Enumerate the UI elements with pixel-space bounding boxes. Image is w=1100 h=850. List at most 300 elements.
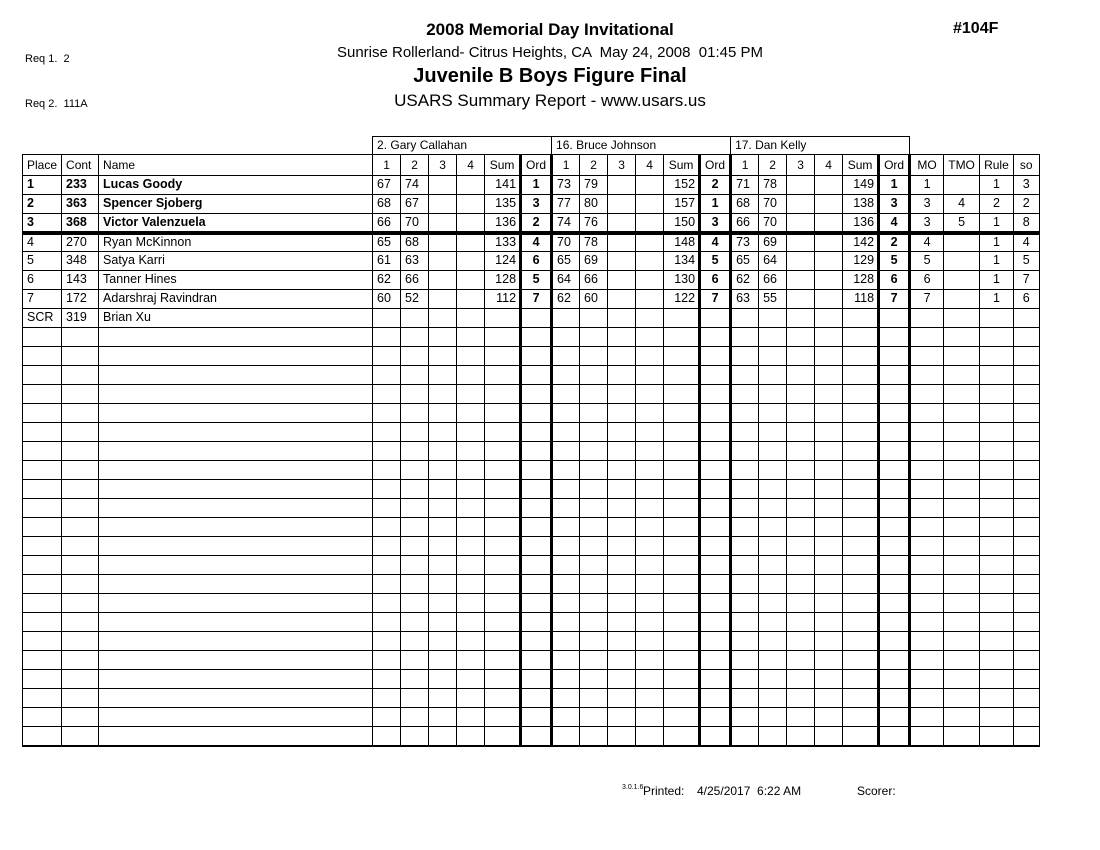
cell-judge1-sum <box>485 328 521 347</box>
cell-judge3-score1: 68 <box>731 195 759 214</box>
cell-judge2-ord <box>700 727 731 746</box>
cell-rule <box>980 423 1014 442</box>
cell-judge2-sum: 130 <box>664 271 700 290</box>
cell-judge1-score1 <box>373 518 401 537</box>
cell-judge2-score3 <box>608 594 636 613</box>
cell-judge3-sum <box>843 613 879 632</box>
empty-grid-row <box>23 404 1040 423</box>
cell-so <box>1013 366 1039 385</box>
cell-judge3-score4 <box>815 347 843 366</box>
cell-judge3-score2 <box>759 423 787 442</box>
cell-judge1-score3 <box>429 556 457 575</box>
cell-name <box>99 670 373 689</box>
cell-name: Lucas Goody <box>99 176 373 195</box>
cell-so <box>1013 651 1039 670</box>
cell-judge2-sum <box>664 537 700 556</box>
cell-name <box>99 632 373 651</box>
cell-judge3-ord: 3 <box>879 195 910 214</box>
cell-place <box>23 556 62 575</box>
cell-judge2-sum <box>664 727 700 746</box>
col-header-score-1: 1 <box>552 155 580 176</box>
cell-judge2-score2 <box>580 575 608 594</box>
cell-judge2-score1: 74 <box>552 214 580 233</box>
cell-judge3-score4 <box>815 404 843 423</box>
cell-place <box>23 575 62 594</box>
cell-cont <box>62 404 99 423</box>
cell-judge2-ord <box>700 347 731 366</box>
cell-judge3-score2 <box>759 613 787 632</box>
cell-judge3-ord: 7 <box>879 290 910 309</box>
cell-judge2-score4 <box>636 233 664 252</box>
cell-judge2-score3 <box>608 404 636 423</box>
cell-judge2-ord <box>700 404 731 423</box>
cell-judge2-score3 <box>608 632 636 651</box>
cell-judge3-score2: 69 <box>759 233 787 252</box>
cell-judge2-ord <box>700 689 731 708</box>
cell-so <box>1013 727 1039 746</box>
cell-judge3-sum: 118 <box>843 290 879 309</box>
cell-cont <box>62 518 99 537</box>
cell-judge2-score4 <box>636 176 664 195</box>
empty-grid-row <box>23 727 1040 746</box>
cell-judge1-score3 <box>429 613 457 632</box>
cell-judge3-ord <box>879 518 910 537</box>
cell-judge3-ord <box>879 366 910 385</box>
cell-judge1-score3 <box>429 670 457 689</box>
cell-judge3-score3 <box>787 651 815 670</box>
cell-judge1-score4 <box>457 347 485 366</box>
cell-judge1-score2 <box>401 480 429 499</box>
col-header-ord: Ord <box>700 155 731 176</box>
cell-judge1-score4 <box>457 233 485 252</box>
cell-name <box>99 461 373 480</box>
cell-place <box>23 328 62 347</box>
cell-judge2-sum <box>664 480 700 499</box>
cell-judge1-score2: 63 <box>401 252 429 271</box>
cell-place: 1 <box>23 176 62 195</box>
cell-judge2-score1: 70 <box>552 233 580 252</box>
cell-tmo <box>944 385 980 404</box>
cell-judge2-score4 <box>636 271 664 290</box>
cell-judge1-sum: 112 <box>485 290 521 309</box>
cell-judge2-score2 <box>580 727 608 746</box>
cell-judge3-score1 <box>731 518 759 537</box>
report-type-line: USARS Summary Report - www.usars.us <box>394 91 706 110</box>
cell-judge3-score3 <box>787 689 815 708</box>
cell-tmo <box>944 442 980 461</box>
cell-tmo: 4 <box>944 195 980 214</box>
cell-judge1-score2 <box>401 575 429 594</box>
cell-tmo <box>944 252 980 271</box>
cell-judge1-sum: 141 <box>485 176 521 195</box>
cell-mo <box>910 651 944 670</box>
result-row <box>23 290 1040 309</box>
cell-judge1-score1 <box>373 556 401 575</box>
cell-mo <box>910 556 944 575</box>
cell-judge2-sum <box>664 670 700 689</box>
cell-name <box>99 594 373 613</box>
cell-place <box>23 537 62 556</box>
cell-judge3-sum <box>843 632 879 651</box>
col-header-score-2: 2 <box>401 155 429 176</box>
cell-judge2-score2 <box>580 670 608 689</box>
cell-judge3-score4 <box>815 442 843 461</box>
cell-judge1-sum <box>485 385 521 404</box>
cell-judge1-ord: 3 <box>521 195 552 214</box>
cell-judge3-score3 <box>787 233 815 252</box>
software-version: 3.0.1.6 <box>622 784 644 791</box>
cell-judge2-score4 <box>636 252 664 271</box>
cell-judge3-score4 <box>815 461 843 480</box>
cell-judge1-score1 <box>373 461 401 480</box>
cell-judge3-score3 <box>787 309 815 328</box>
cell-judge1-score1 <box>373 632 401 651</box>
cell-judge3-score3 <box>787 347 815 366</box>
cell-cont: 319 <box>62 309 99 328</box>
cell-tmo <box>944 309 980 328</box>
col-header-score-1: 1 <box>373 155 401 176</box>
cell-judge1-ord <box>521 518 552 537</box>
cell-judge1-ord: 1 <box>521 176 552 195</box>
cell-judge1-score4 <box>457 328 485 347</box>
cell-judge2-score3 <box>608 556 636 575</box>
cell-judge2-score1 <box>552 689 580 708</box>
cell-judge3-ord <box>879 727 910 746</box>
cell-judge1-ord <box>521 556 552 575</box>
cell-tmo <box>944 176 980 195</box>
cell-mo <box>910 404 944 423</box>
cell-judge3-sum <box>843 347 879 366</box>
cell-judge3-score2 <box>759 727 787 746</box>
cell-judge2-ord <box>700 670 731 689</box>
cell-judge3-ord <box>879 309 910 328</box>
cell-judge2-sum <box>664 404 700 423</box>
cell-judge2-score3 <box>608 385 636 404</box>
cell-so <box>1013 556 1039 575</box>
cell-rule <box>980 404 1014 423</box>
cell-judge1-score3 <box>429 480 457 499</box>
result-row <box>23 176 1040 195</box>
cell-judge2-score1 <box>552 366 580 385</box>
cell-judge2-score2 <box>580 708 608 727</box>
cell-judge2-score2: 76 <box>580 214 608 233</box>
col-header-name: Name <box>99 155 373 176</box>
cell-judge3-score4 <box>815 651 843 670</box>
cell-judge3-ord <box>879 575 910 594</box>
cell-judge3-sum <box>843 499 879 518</box>
cell-rule <box>980 442 1014 461</box>
cell-judge3-score1 <box>731 328 759 347</box>
cell-cont <box>62 385 99 404</box>
cell-judge2-sum: 148 <box>664 233 700 252</box>
cell-judge2-sum <box>664 651 700 670</box>
cell-cont <box>62 632 99 651</box>
cell-judge2-score3 <box>608 461 636 480</box>
cell-rule <box>980 575 1014 594</box>
cell-rule <box>980 594 1014 613</box>
cell-judge3-score1 <box>731 594 759 613</box>
cell-judge3-score4 <box>815 366 843 385</box>
cell-judge2-ord <box>700 594 731 613</box>
cell-judge2-score4 <box>636 195 664 214</box>
cell-mo <box>910 708 944 727</box>
cell-judge2-score3 <box>608 328 636 347</box>
cell-judge3-sum: 129 <box>843 252 879 271</box>
cell-judge2-score4 <box>636 518 664 537</box>
cell-judge3-score2 <box>759 461 787 480</box>
cell-judge3-score2 <box>759 404 787 423</box>
cell-judge2-sum <box>664 632 700 651</box>
cell-judge2-score3 <box>608 518 636 537</box>
cell-judge3-score4 <box>815 727 843 746</box>
cell-so <box>1013 632 1039 651</box>
cell-judge3-score1 <box>731 366 759 385</box>
cell-judge2-score2 <box>580 518 608 537</box>
cell-cont <box>62 556 99 575</box>
cell-judge2-score4 <box>636 613 664 632</box>
result-row <box>23 233 1040 252</box>
col-header-cont: Cont <box>62 155 99 176</box>
cell-so: 6 <box>1013 290 1039 309</box>
cell-judge1-score4 <box>457 480 485 499</box>
cell-judge1-sum: 133 <box>485 233 521 252</box>
cell-judge3-ord <box>879 461 910 480</box>
cell-cont <box>62 594 99 613</box>
cell-rule <box>980 613 1014 632</box>
cell-tmo <box>944 271 980 290</box>
cell-judge2-score2 <box>580 461 608 480</box>
cell-rule <box>980 537 1014 556</box>
empty-grid-row <box>23 328 1040 347</box>
col-header-score-1: 1 <box>731 155 759 176</box>
cell-name <box>99 366 373 385</box>
cell-judge2-score1 <box>552 328 580 347</box>
judge-header-row <box>23 137 1040 155</box>
cell-judge3-score4 <box>815 499 843 518</box>
cell-judge1-score2 <box>401 328 429 347</box>
cell-judge1-ord <box>521 670 552 689</box>
cell-cont <box>62 461 99 480</box>
cell-judge1-score2: 68 <box>401 233 429 252</box>
cell-judge1-score2 <box>401 670 429 689</box>
cell-judge2-ord: 6 <box>700 271 731 290</box>
cell-judge2-score2 <box>580 651 608 670</box>
cell-judge1-ord <box>521 594 552 613</box>
cell-judge1-ord <box>521 689 552 708</box>
cell-name <box>99 404 373 423</box>
cell-judge3-ord <box>879 328 910 347</box>
cell-so <box>1013 670 1039 689</box>
cell-judge1-score1 <box>373 727 401 746</box>
header-spacer-right <box>910 137 1040 155</box>
cell-judge2-score1 <box>552 613 580 632</box>
cell-judge2-score1 <box>552 347 580 366</box>
printed-label: Printed: <box>643 784 685 798</box>
cell-judge1-score2: 52 <box>401 290 429 309</box>
cell-rule <box>980 632 1014 651</box>
cell-judge3-score1: 65 <box>731 252 759 271</box>
cell-judge2-score4 <box>636 708 664 727</box>
cell-name <box>99 347 373 366</box>
cell-rule <box>980 366 1014 385</box>
col-header-score-3: 3 <box>787 155 815 176</box>
empty-grid-row <box>23 366 1040 385</box>
cell-judge3-score1 <box>731 613 759 632</box>
cell-rule <box>980 556 1014 575</box>
cell-judge1-score3 <box>429 290 457 309</box>
cell-judge1-sum <box>485 404 521 423</box>
cell-rule <box>980 347 1014 366</box>
cell-tmo <box>944 575 980 594</box>
cell-judge3-score4 <box>815 708 843 727</box>
cell-judge2-score3 <box>608 480 636 499</box>
cell-mo <box>910 518 944 537</box>
cell-judge1-ord: 6 <box>521 252 552 271</box>
cell-judge2-score4 <box>636 309 664 328</box>
cell-rule: 2 <box>980 195 1014 214</box>
cell-judge3-score2 <box>759 480 787 499</box>
cell-judge3-score1 <box>731 727 759 746</box>
req-line-2: Req 2. 111A <box>25 98 88 110</box>
cell-judge2-score2 <box>580 537 608 556</box>
cell-judge1-score1 <box>373 347 401 366</box>
cell-place <box>23 670 62 689</box>
cell-judge1-ord: 5 <box>521 271 552 290</box>
cell-judge2-score1 <box>552 499 580 518</box>
cell-judge1-score3 <box>429 347 457 366</box>
cell-judge3-score1 <box>731 708 759 727</box>
cell-judge2-score4 <box>636 689 664 708</box>
cell-judge3-score3 <box>787 385 815 404</box>
cell-name: Victor Valenzuela <box>99 214 373 233</box>
cell-judge2-score1 <box>552 404 580 423</box>
cell-judge3-score3 <box>787 366 815 385</box>
cell-judge2-score1 <box>552 670 580 689</box>
cell-so <box>1013 613 1039 632</box>
cell-judge1-sum <box>485 309 521 328</box>
empty-grid-row <box>23 461 1040 480</box>
cell-judge1-score2 <box>401 708 429 727</box>
cell-cont <box>62 347 99 366</box>
cell-judge3-score1 <box>731 347 759 366</box>
cell-cont <box>62 366 99 385</box>
cell-judge3-sum <box>843 727 879 746</box>
cell-mo <box>910 366 944 385</box>
cell-judge3-score2 <box>759 556 787 575</box>
cell-judge2-ord <box>700 461 731 480</box>
cell-judge1-score1: 67 <box>373 176 401 195</box>
cell-judge3-score3 <box>787 727 815 746</box>
cell-cont: 368 <box>62 214 99 233</box>
cell-judge2-score3 <box>608 499 636 518</box>
cell-judge3-score2 <box>759 442 787 461</box>
cell-judge1-ord <box>521 442 552 461</box>
cell-rule <box>980 461 1014 480</box>
cell-judge3-score1 <box>731 442 759 461</box>
cell-name <box>99 613 373 632</box>
cell-judge2-score2 <box>580 385 608 404</box>
cell-rule <box>980 518 1014 537</box>
col-header-score-sum: Sum <box>664 155 700 176</box>
cell-judge1-score1: 66 <box>373 214 401 233</box>
cell-tmo <box>944 461 980 480</box>
cell-judge2-score4 <box>636 404 664 423</box>
cell-judge1-ord <box>521 423 552 442</box>
cell-judge3-score4 <box>815 195 843 214</box>
cell-judge2-score2 <box>580 309 608 328</box>
cell-judge3-score3 <box>787 594 815 613</box>
col-header-score-4: 4 <box>636 155 664 176</box>
cell-place <box>23 594 62 613</box>
cell-judge1-score2 <box>401 613 429 632</box>
empty-grid-row <box>23 670 1040 689</box>
cell-judge3-score2 <box>759 499 787 518</box>
cell-judge2-score2: 78 <box>580 233 608 252</box>
cell-judge1-score4 <box>457 708 485 727</box>
cell-judge3-score3 <box>787 499 815 518</box>
empty-grid-row <box>23 537 1040 556</box>
cell-tmo <box>944 632 980 651</box>
empty-grid-row <box>23 442 1040 461</box>
cell-place: 6 <box>23 271 62 290</box>
cell-judge2-score1: 62 <box>552 290 580 309</box>
cell-judge2-ord: 4 <box>700 233 731 252</box>
cell-judge2-sum: 134 <box>664 252 700 271</box>
cell-tmo <box>944 537 980 556</box>
cell-judge3-ord: 6 <box>879 271 910 290</box>
cell-so: 3 <box>1013 176 1039 195</box>
cell-place <box>23 442 62 461</box>
cell-judge2-score3 <box>608 537 636 556</box>
empty-grid-row <box>23 518 1040 537</box>
cell-judge3-score2 <box>759 632 787 651</box>
cell-place: 2 <box>23 195 62 214</box>
cell-name <box>99 556 373 575</box>
col-header-score-2: 2 <box>580 155 608 176</box>
cell-judge1-score4 <box>457 632 485 651</box>
cell-place <box>23 518 62 537</box>
cell-name <box>99 328 373 347</box>
cell-judge1-ord <box>521 366 552 385</box>
header-spacer-left <box>23 137 373 155</box>
cell-judge3-ord <box>879 347 910 366</box>
cell-place <box>23 499 62 518</box>
cell-place <box>23 632 62 651</box>
cell-judge1-sum <box>485 556 521 575</box>
cell-judge3-sum <box>843 670 879 689</box>
cell-judge2-sum: 150 <box>664 214 700 233</box>
judge-name-header-1: 2. Gary Callahan <box>373 137 552 155</box>
cell-judge3-score4 <box>815 537 843 556</box>
cell-place: SCR <box>23 309 62 328</box>
col-header-score-2: 2 <box>759 155 787 176</box>
cell-so <box>1013 309 1039 328</box>
cell-judge3-sum <box>843 461 879 480</box>
cell-so: 4 <box>1013 233 1039 252</box>
cell-judge3-score1 <box>731 404 759 423</box>
cell-judge3-score3 <box>787 214 815 233</box>
col-header-score-4: 4 <box>457 155 485 176</box>
cell-tmo <box>944 708 980 727</box>
cell-judge3-score4 <box>815 518 843 537</box>
cell-mo <box>910 575 944 594</box>
cell-judge1-score4 <box>457 271 485 290</box>
col-header-score-3: 3 <box>608 155 636 176</box>
cell-mo <box>910 727 944 746</box>
cell-judge2-sum: 122 <box>664 290 700 309</box>
cell-judge3-score3 <box>787 423 815 442</box>
cell-judge1-sum <box>485 575 521 594</box>
